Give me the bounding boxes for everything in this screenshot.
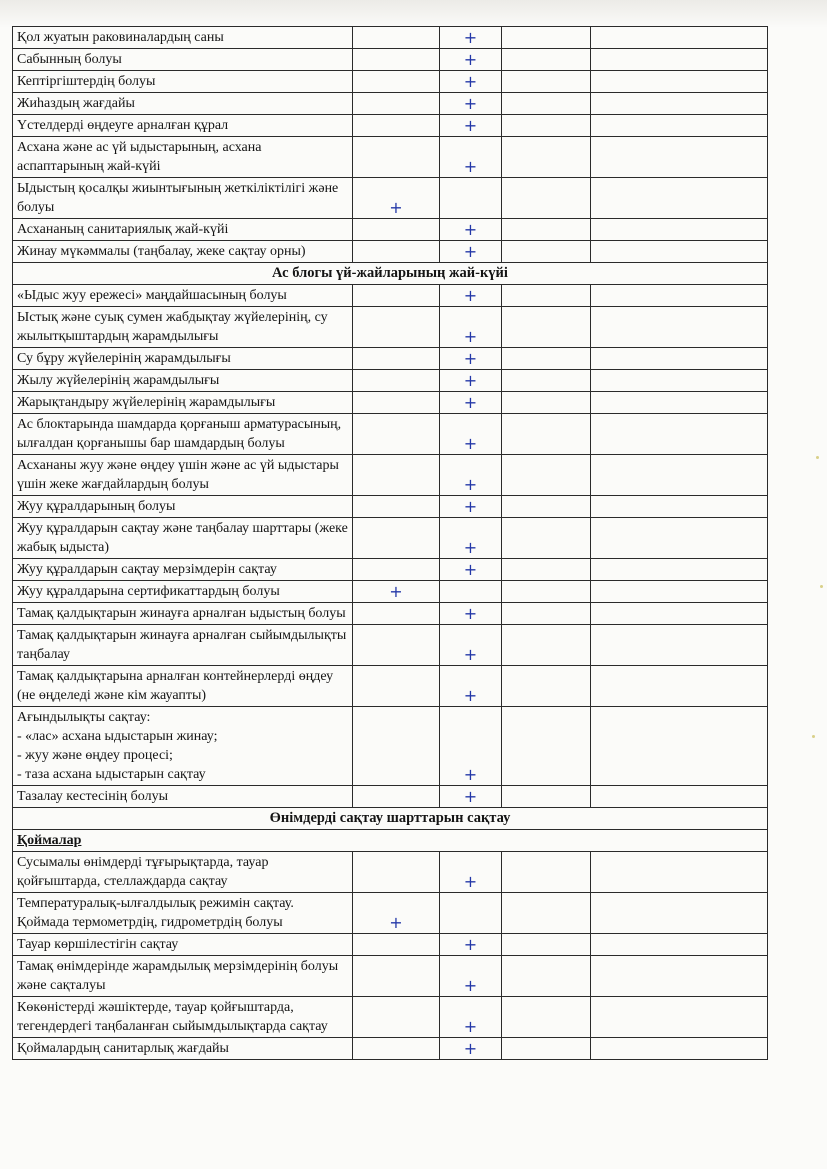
empty-cell [353, 137, 440, 178]
empty-cell [502, 27, 591, 49]
empty-cell [353, 707, 440, 786]
criterion-text: Жуу құралдарына сертификаттардың болуы [13, 581, 353, 603]
empty-cell [591, 219, 768, 241]
empty-cell [353, 71, 440, 93]
empty-cell [502, 414, 591, 455]
empty-cell [591, 956, 768, 997]
empty-cell [591, 27, 768, 49]
empty-cell [353, 241, 440, 263]
empty-cell [353, 392, 440, 414]
handwritten-plus-mark: + [440, 496, 502, 518]
empty-cell [591, 518, 768, 559]
empty-cell [353, 455, 440, 496]
criterion-text: Температуралық-ылғалдылық режимін сақтау. Қоймада термометрдің, гидрометрдің болуы [13, 893, 353, 934]
criterion-text: Асхананың санитариялық жай-күйі [13, 219, 353, 241]
empty-cell [440, 581, 502, 603]
empty-cell [502, 707, 591, 786]
handwritten-plus-mark: + [440, 414, 502, 455]
empty-cell [502, 348, 591, 370]
handwritten-plus-mark: + [440, 786, 502, 808]
section-title: Өнімдерді сақтау шарттарын сақтау [13, 808, 768, 830]
checklist-row [13, 956, 768, 997]
section-header-row [13, 808, 768, 830]
handwritten-plus-mark: + [440, 49, 502, 71]
empty-cell [502, 1038, 591, 1060]
empty-cell [440, 178, 502, 219]
criterion-text: Үстелдерді өңдеуге арналған құрал [13, 115, 353, 137]
empty-cell [591, 455, 768, 496]
empty-cell [591, 71, 768, 93]
criterion-text: Тазалау кестесінің болуы [13, 786, 353, 808]
empty-cell [591, 1038, 768, 1060]
empty-cell [591, 414, 768, 455]
empty-cell [591, 496, 768, 518]
empty-cell [502, 392, 591, 414]
checklist-row [13, 27, 768, 49]
empty-cell [502, 370, 591, 392]
empty-cell [591, 178, 768, 219]
empty-cell [591, 893, 768, 934]
empty-cell [353, 219, 440, 241]
criterion-text: Тамақ қалдықтарын жинауға арналған сыйымдылықты таңбалау [13, 625, 353, 666]
empty-cell [502, 241, 591, 263]
criterion-text: Тамақ қалдықтарын жинауға арналған ыдыстың болуы [13, 603, 353, 625]
criterion-text: Ағындылықты сақтау: - «лас» асхана ыдыстарын жинау; - жуу және өңдеу процесі; - таза асхана ыдыстарын сақтау [13, 707, 353, 786]
empty-cell [353, 997, 440, 1038]
empty-cell [591, 625, 768, 666]
criterion-text: Жуу құралдарын сақтау және таңбалау шарттары (жеке жабық ыдыста) [13, 518, 353, 559]
empty-cell [502, 581, 591, 603]
empty-cell [591, 559, 768, 581]
criterion-text: Асхана және ас үй ыдыстарының, асхана аспаптарының жай-күйі [13, 137, 353, 178]
scan-edge [0, 0, 827, 28]
empty-cell [502, 71, 591, 93]
criterion-text: Жылу жүйелерінің жарамдылығы [13, 370, 353, 392]
empty-cell [353, 559, 440, 581]
empty-cell [353, 414, 440, 455]
empty-cell [502, 219, 591, 241]
empty-cell [591, 285, 768, 307]
criterion-text: Ыдыстың қосалқы жиынтығының жеткіліктілігі және болуы [13, 178, 353, 219]
section-header-row [13, 263, 768, 285]
empty-cell [591, 707, 768, 786]
handwritten-plus-mark: + [440, 1038, 502, 1060]
criterion-text: Қол жуатын раковиналардың саны [13, 27, 353, 49]
empty-cell [502, 518, 591, 559]
criterion-text: Асхананы жуу және өңдеу үшін және ас үй ыдыстары үшін жеке жағдайлардың болуы [13, 455, 353, 496]
checklist-row [13, 496, 768, 518]
handwritten-plus-mark: + [440, 115, 502, 137]
empty-cell [591, 603, 768, 625]
criterion-text: Сабынның болуы [13, 49, 353, 71]
empty-cell [591, 786, 768, 808]
empty-cell [353, 852, 440, 893]
handwritten-plus-mark: + [440, 241, 502, 263]
empty-cell [353, 93, 440, 115]
empty-cell [502, 603, 591, 625]
empty-cell [502, 625, 591, 666]
criterion-text: Тамақ өнімдерінде жарамдылық мерзімдерінің болуы және сақталуы [13, 956, 353, 997]
checklist-row [13, 71, 768, 93]
checklist-row [13, 370, 768, 392]
subsection-header-row [13, 830, 768, 852]
criterion-text: Жуу құралдарының болуы [13, 496, 353, 518]
empty-cell [353, 786, 440, 808]
empty-cell [353, 348, 440, 370]
checklist-row [13, 852, 768, 893]
checklist-row [13, 392, 768, 414]
empty-cell [591, 392, 768, 414]
criterion-text: Сусымалы өнімдерді тұғырықтарда, тауар қойғыштарда, стеллаждарда сақтау [13, 852, 353, 893]
handwritten-plus-mark: + [440, 997, 502, 1038]
empty-cell [502, 997, 591, 1038]
criterion-text: Жуу құралдарын сақтау мерзімдерін сақтау [13, 559, 353, 581]
criterion-text: Ыстық және суық сумен жабдықтау жүйелерінің, су жылытқыштардың жарамдылығы [13, 307, 353, 348]
empty-cell [353, 285, 440, 307]
empty-cell [502, 852, 591, 893]
criterion-text: Су бұру жүйелерінің жарамдылығы [13, 348, 353, 370]
empty-cell [502, 115, 591, 137]
checklist-row [13, 241, 768, 263]
checklist-row [13, 518, 768, 559]
empty-cell [440, 893, 502, 934]
checklist-row [13, 307, 768, 348]
criterion-text: Жарықтандыру жүйелерінің жарамдылығы [13, 392, 353, 414]
scan-speck [812, 735, 815, 738]
empty-cell [591, 137, 768, 178]
empty-cell [591, 370, 768, 392]
empty-cell [591, 997, 768, 1038]
empty-cell [591, 93, 768, 115]
handwritten-plus-mark: + [440, 707, 502, 786]
checklist-row [13, 997, 768, 1038]
checklist-row [13, 49, 768, 71]
handwritten-plus-mark: + [440, 852, 502, 893]
subsection-title: Қоймалар [13, 830, 768, 852]
scan-speck [816, 456, 819, 459]
empty-cell [502, 285, 591, 307]
empty-cell [502, 137, 591, 178]
handwritten-plus-mark: + [440, 71, 502, 93]
empty-cell [353, 1038, 440, 1060]
checklist-row [13, 625, 768, 666]
empty-cell [591, 241, 768, 263]
handwritten-plus-mark: + [440, 348, 502, 370]
checklist-row [13, 707, 768, 786]
checklist-row [13, 115, 768, 137]
handwritten-plus-mark: + [440, 666, 502, 707]
empty-cell [353, 625, 440, 666]
empty-cell [591, 666, 768, 707]
empty-cell [353, 496, 440, 518]
empty-cell [353, 518, 440, 559]
handwritten-plus-mark: + [440, 27, 502, 49]
checklist-row [13, 559, 768, 581]
checklist-row [13, 1038, 768, 1060]
criterion-text: Тамақ қалдықтарына арналған контейнерлерді өңдеу (не өңделеді және кім жауапты) [13, 666, 353, 707]
empty-cell [353, 27, 440, 49]
checklist-row [13, 893, 768, 934]
criterion-text: Қоймалардың санитарлық жағдайы [13, 1038, 353, 1060]
checklist-row [13, 603, 768, 625]
empty-cell [353, 666, 440, 707]
empty-cell [353, 934, 440, 956]
empty-cell [591, 852, 768, 893]
criterion-text: Көкөністерді жәшіктерде, тауар қойғыштарда, тегендердегі таңбаланған сыйымдылықтарда сақтау [13, 997, 353, 1038]
handwritten-plus-mark: + [440, 93, 502, 115]
checklist-row [13, 666, 768, 707]
handwritten-plus-mark: + [440, 392, 502, 414]
empty-cell [502, 178, 591, 219]
empty-cell [502, 956, 591, 997]
checklist-row [13, 786, 768, 808]
checklist-row [13, 93, 768, 115]
empty-cell [591, 49, 768, 71]
handwritten-plus-mark: + [353, 178, 440, 219]
handwritten-plus-mark: + [353, 581, 440, 603]
criterion-text: Жинау мүкәммалы (таңбалау, жеке сақтау орны) [13, 241, 353, 263]
section-title: Ас блогы үй-жайларының жай-күйі [13, 263, 768, 285]
handwritten-plus-mark: + [440, 370, 502, 392]
empty-cell [353, 370, 440, 392]
handwritten-plus-mark: + [440, 455, 502, 496]
checklist-row [13, 934, 768, 956]
empty-cell [353, 307, 440, 348]
handwritten-plus-mark: + [353, 893, 440, 934]
empty-cell [502, 307, 591, 348]
empty-cell [502, 934, 591, 956]
handwritten-plus-mark: + [440, 307, 502, 348]
handwritten-plus-mark: + [440, 219, 502, 241]
handwritten-plus-mark: + [440, 956, 502, 997]
handwritten-plus-mark: + [440, 603, 502, 625]
checklist-row [13, 348, 768, 370]
empty-cell [353, 49, 440, 71]
empty-cell [591, 307, 768, 348]
empty-cell [591, 934, 768, 956]
checklist-row [13, 581, 768, 603]
checklist-row [13, 455, 768, 496]
scan-speck [820, 585, 823, 588]
empty-cell [353, 603, 440, 625]
empty-cell [591, 348, 768, 370]
handwritten-plus-mark: + [440, 559, 502, 581]
checklist-row [13, 178, 768, 219]
criterion-text: Ас блоктарында шамдарда қорғаныш арматурасының, ылғалдан қорғанышы бар шамдардың болуы [13, 414, 353, 455]
checklist-row [13, 137, 768, 178]
checklist-row [13, 414, 768, 455]
empty-cell [502, 559, 591, 581]
empty-cell [591, 581, 768, 603]
empty-cell [591, 115, 768, 137]
empty-cell [502, 666, 591, 707]
empty-cell [502, 893, 591, 934]
empty-cell [502, 786, 591, 808]
inspection-checklist-table [12, 26, 768, 1060]
handwritten-plus-mark: + [440, 625, 502, 666]
empty-cell [502, 49, 591, 71]
empty-cell [502, 455, 591, 496]
checklist-row [13, 219, 768, 241]
handwritten-plus-mark: + [440, 518, 502, 559]
handwritten-plus-mark: + [440, 137, 502, 178]
criterion-text: Кептіргіштердің болуы [13, 71, 353, 93]
criterion-text: Жиһаздың жағдайы [13, 93, 353, 115]
criterion-text: Тауар көршілестігін сақтау [13, 934, 353, 956]
handwritten-plus-mark: + [440, 285, 502, 307]
empty-cell [353, 115, 440, 137]
empty-cell [502, 93, 591, 115]
checklist-row [13, 285, 768, 307]
empty-cell [502, 496, 591, 518]
handwritten-plus-mark: + [440, 934, 502, 956]
criterion-text: «Ыдыс жуу ережесі» маңдайшасының болуы [13, 285, 353, 307]
empty-cell [353, 956, 440, 997]
